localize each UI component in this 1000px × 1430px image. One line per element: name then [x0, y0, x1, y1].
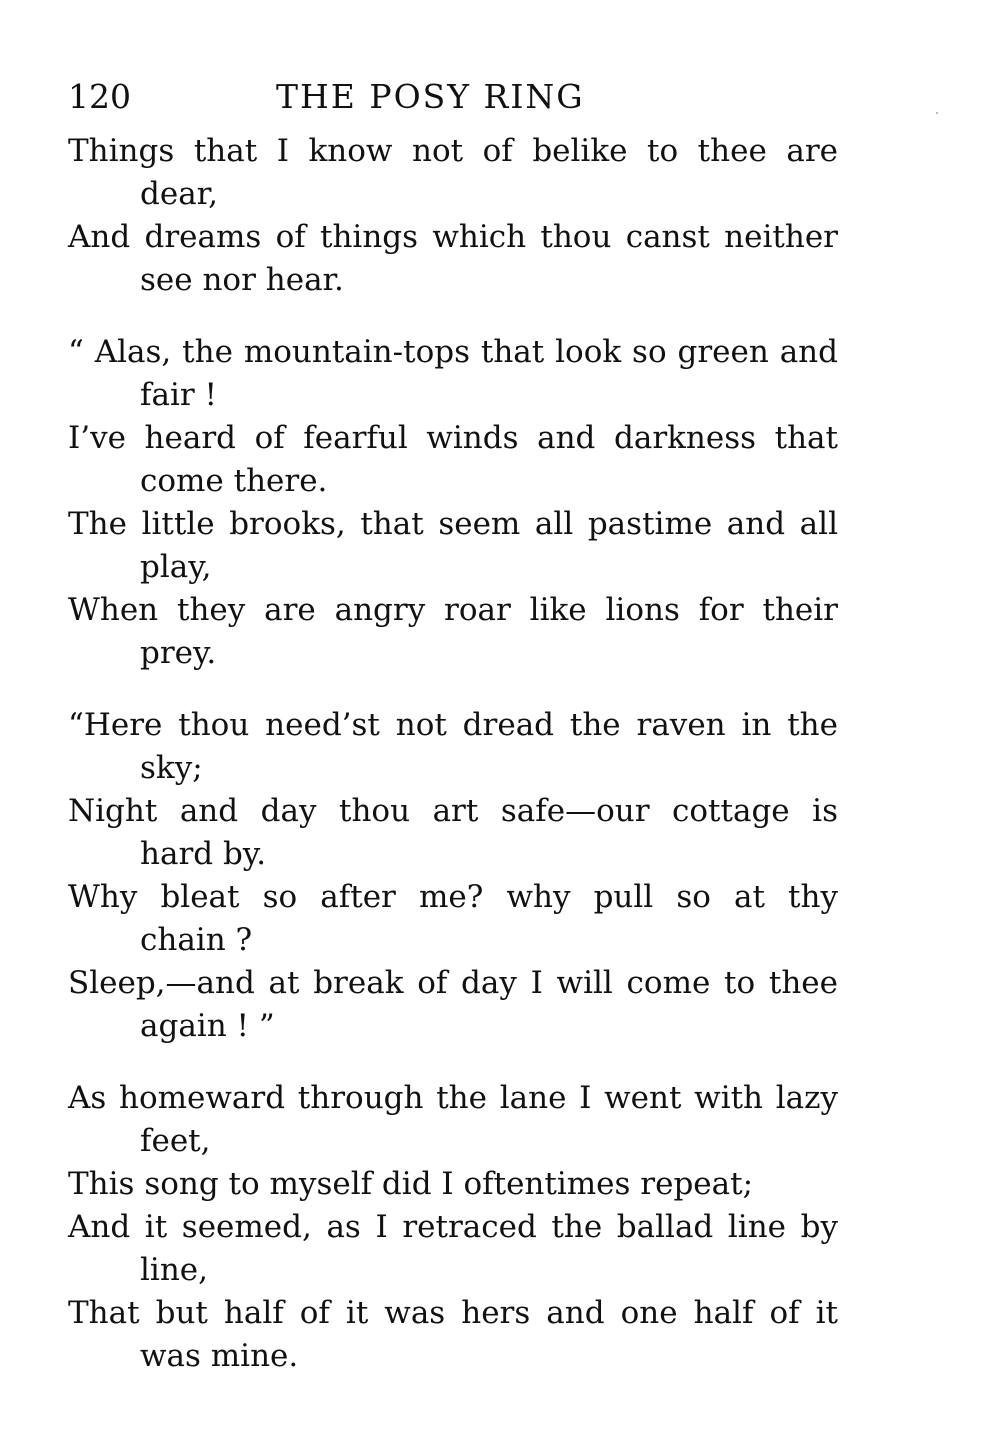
verse-continuation: come there. [140, 463, 328, 499]
verse-line [68, 704, 838, 790]
stanza-1 [68, 130, 838, 302]
verse-text: When they are angry roar like lions for their [68, 592, 838, 628]
verse-continuation: see nor hear. [140, 262, 344, 298]
verse-line [68, 1163, 838, 1206]
verse-line [68, 962, 838, 1048]
verse-line [68, 589, 838, 675]
verse-text: And dreams of things which thou canst neither [68, 219, 838, 255]
poem-body [68, 130, 838, 1407]
verse-line [68, 417, 838, 503]
verse-line [68, 790, 838, 876]
verse-text: And it seemed, as I retraced the ballad line by [68, 1209, 838, 1245]
verse-text: Why bleat so after me? why pull so at thy [68, 879, 838, 915]
verse-continuation: prey. [140, 635, 217, 671]
stanza-4 [68, 1077, 838, 1378]
verse-text: This song to myself did I oftentimes repeat; [68, 1166, 754, 1202]
verse-continuation: fair ! [140, 377, 218, 413]
running-title: THE POSY RING [276, 77, 585, 116]
verse-line [68, 130, 838, 216]
verse-continuation: line, [140, 1252, 208, 1288]
verse-text: The little brooks, that seem all pastime and all [68, 506, 838, 542]
verse-continuation: was mine. [140, 1338, 299, 1374]
verse-line [68, 1292, 838, 1378]
verse-line [68, 876, 838, 962]
verse-line [68, 216, 838, 302]
verse-continuation: again ! ” [140, 1008, 275, 1044]
verse-text: I’ve heard of fearful winds and darkness that [68, 420, 838, 456]
verse-text: Sleep,—and at break of day I will come to thee [68, 965, 838, 1001]
stanza-3 [68, 704, 838, 1048]
verse-continuation: feet, [140, 1123, 211, 1159]
verse-continuation: chain ? [140, 922, 253, 958]
verse-line [68, 503, 838, 589]
verse-text: “Here thou need’st not dread the raven in the sky; [68, 707, 838, 786]
verse-text: Things that I know not of belike to thee are dear, [68, 133, 838, 212]
page-header [68, 72, 838, 122]
verse-text: “ Alas, the mountain-tops that look so green and [68, 334, 838, 370]
margin-speck [936, 112, 938, 114]
verse-continuation: hard by. [140, 836, 267, 872]
verse-text: Night and day thou art safe—our cottage is [68, 793, 838, 829]
verse-line [68, 1206, 838, 1292]
verse-line [68, 1077, 838, 1163]
verse-line [68, 331, 838, 417]
verse-text: As homeward through the lane I went with lazy [68, 1080, 838, 1116]
stanza-2 [68, 331, 838, 675]
verse-continuation: play, [140, 549, 212, 585]
page-number: 120 [68, 77, 131, 116]
verse-text: That but half of it was hers and one half of it [68, 1295, 838, 1331]
